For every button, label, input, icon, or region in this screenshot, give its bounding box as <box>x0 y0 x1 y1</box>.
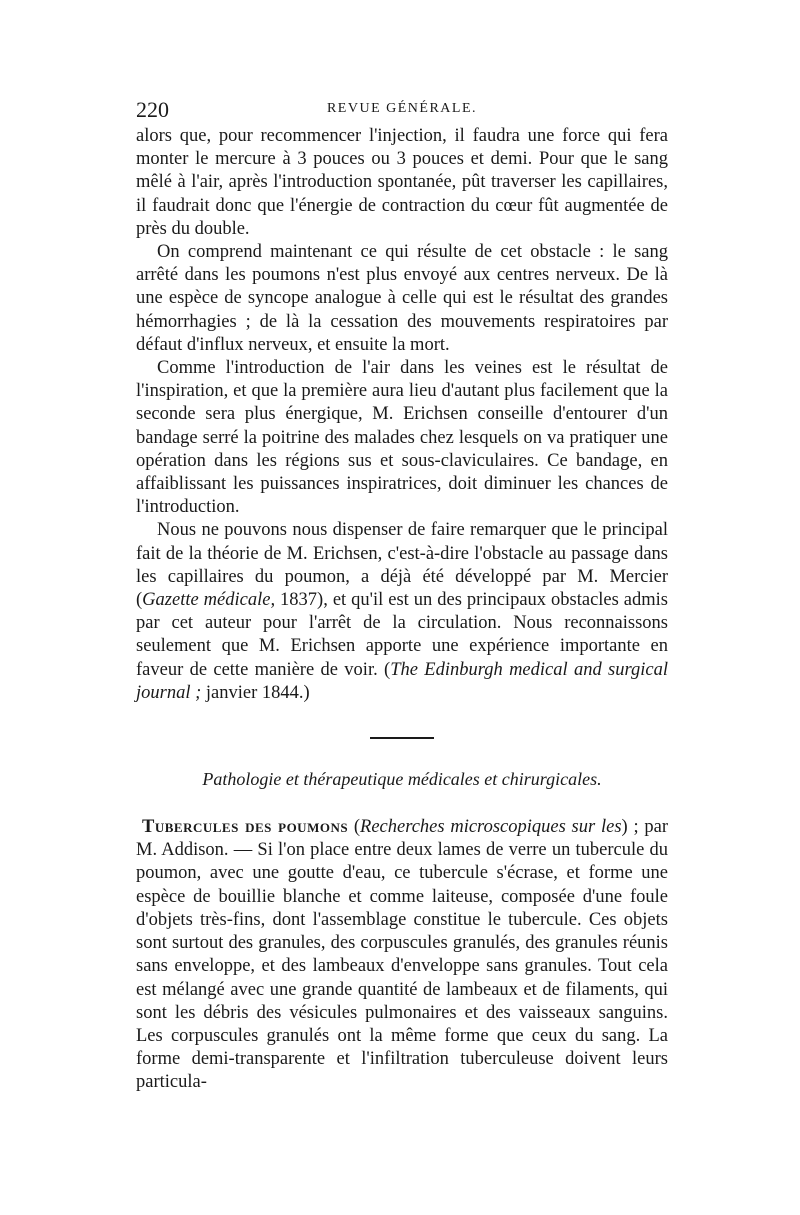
citation-gazette: Gazette médicale, <box>142 590 276 611</box>
article-lead-title: Tubercules des poumons <box>142 817 349 838</box>
paragraph-4-text-b: 1837), et qu'il est un des principaux obstacles admis par cet auteur pour l'arrêt de la circulation. Nous reconnaissons seulement que M. Erichsen apporte une expérience importante en faveur de cette manière de voir. ( <box>136 590 668 680</box>
citation-journal: The Edinburgh medical and surgical journal ; <box>136 659 668 703</box>
section-body-text: ) ; par M. Addison. — Si l'on place entre deux lames de verre un tubercule du poumon, avec une goutte d'eau, ce tubercule s'écrase, et forme une espèce de bouillie blanche et comme laiteuse, composée d'une foule d'objets très-fins, dont l'assemblage constitue le tubercule. Ces objets sont surtout des granules, des corpuscules granulés, des granules réunis sans enveloppe, et des lambeaux d'enveloppe sans granules. Tout cela est mélangé avec une grande quantité de lambeaux et de filaments, qui sont les débris des vésicules pulmonaires et des vaisseaux sanguins. Les corpuscules granulés ont la même forme que ceux du sang. La forme demi-transparente et l'infiltration tuberculeuse doivent leurs particula- <box>136 817 668 1093</box>
page-number: 220 <box>136 97 169 122</box>
section-divider <box>370 737 434 739</box>
paragraph-1: alors que, pour recommencer l'injection, il faudra une force qui fera monter le mercure à 3 pouces ou 3 pouces et demi. Pour que le sang mêlé à l'air, après l'introduction spontanée, pût traverser les capillaires, il faudrait donc que l'énergie de contraction du cœur fût augmentée de près du double. <box>136 126 668 239</box>
running-title: REVUE GÉNÉRALE. <box>326 101 478 116</box>
page <box>136 97 668 1095</box>
article-subtitle: Recherches microscopiques sur les <box>360 817 622 838</box>
lead-paren-open: ( <box>348 817 361 838</box>
paragraph-4-text-a: Nous ne pouvons nous dispenser de faire remarquer que le principal fait de la théorie de M. Erichsen, c'est-à-dire l'obstacle au passage dans les capillaires du poumon, a déjà été développé par M. Mercier ( <box>136 520 668 611</box>
section-paragraph <box>136 816 668 1094</box>
section-heading: Pathologie et thérapeutique médicales et chirurgicales. <box>202 769 602 790</box>
paragraph-3: Comme l'introduction de l'air dans les veines est le résultat de l'inspiration, et que la première aura lieu d'autant plus facilement que la seconde sera plus énergique, M. Erichsen conseille d'entourer d'un bandage serré la poitrine des malades chez lesquels on va pratiquer une opération dans les régions sus et sous-claviculaires. Ce bandage, en affaiblissant les puissances inspiratrices, doit diminuer les chances de l'introduction. <box>136 358 668 518</box>
paragraph-2: On comprend maintenant ce qui résulte de cet obstacle : le sang arrêté dans les poumons n'est plus envoyé aux centres nerveux. De là une espèce de syncope analogue à celle qui est le résultat des grandes hémorrhagies ; de là la cessation des mouvements respiratoires par défaut d'influx nerveux, et ensuite la mort. <box>136 242 668 355</box>
paragraph-4-text-c: janvier 1844.) <box>201 682 310 703</box>
running-head <box>136 97 668 125</box>
paragraph-4 <box>136 519 668 705</box>
